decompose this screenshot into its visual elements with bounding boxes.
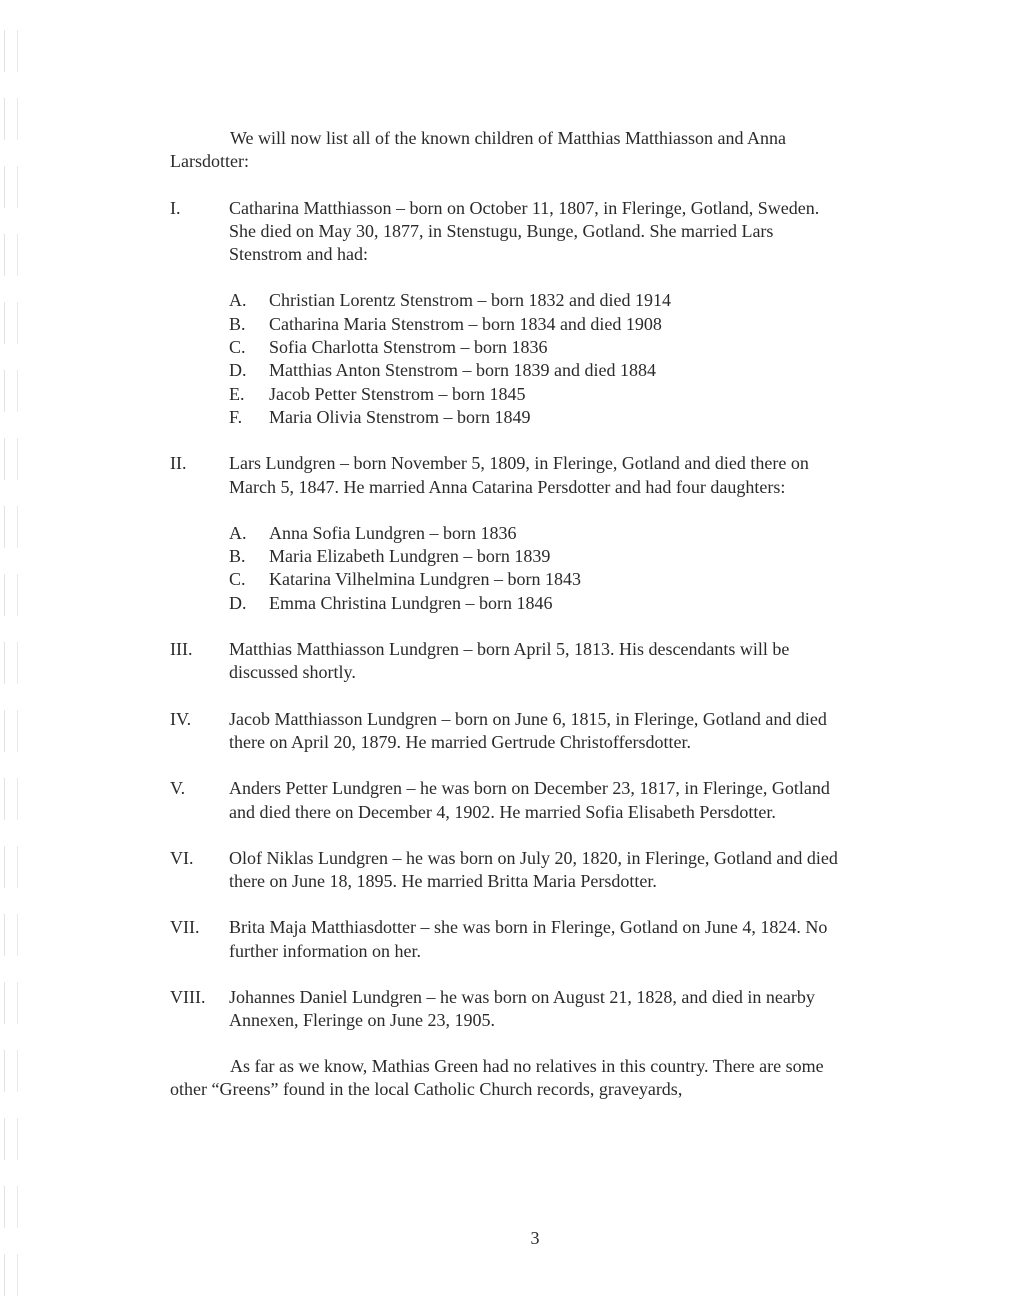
grandchild-text: Katarina Vilhelmina Lundgren – born 1843 <box>269 569 582 590</box>
child-text: Johannes Daniel Lundgren – he was born on August 21, 1828, and died in nearby Annexen, Fleringe on June 23, 1905. <box>229 987 815 1031</box>
child-entry <box>170 452 850 615</box>
grandchild-text: Emma Christina Lundgren – born 1846 <box>269 592 553 613</box>
child-text: Anders Petter Lundgren – he was born on December 23, 1817, in Fleringe, Gotland and died there on December 4, 1902. He married Sofia Elisabeth Persdotter. <box>229 778 830 822</box>
child-entry <box>170 847 850 894</box>
scan-edge-mark <box>4 234 18 276</box>
roman-numeral: V. <box>170 778 186 799</box>
grandchild-text: Matthias Anton Stenstrom – born 1839 and died 1884 <box>269 360 656 381</box>
grandchild-entry <box>229 522 850 545</box>
roman-numeral: VIII. <box>170 987 206 1008</box>
grandchild-entry <box>229 592 850 615</box>
letter-label: B. <box>229 313 246 334</box>
intro-paragraph: We will now list all of the known children of Matthias Matthiasson and Anna Larsdotter: <box>170 128 786 172</box>
child-entry <box>170 638 850 685</box>
scan-edge-mark <box>4 914 18 956</box>
child-text: Olof Niklas Lundgren – he was born on July 20, 1820, in Fleringe, Gotland and died there on June 18, 1895. He married Britta Maria Persdotter. <box>229 847 838 892</box>
grandchild-entry <box>229 406 850 429</box>
child-text: Jacob Matthiasson Lundgren – born on June 6, 1815, in Fleringe, Gotland and died there on April 20, 1879. He married Gertrude Christoffersdotter. <box>229 708 827 752</box>
letter-label: D. <box>229 592 247 613</box>
grandchild-entry <box>229 568 850 591</box>
scan-edge-mark <box>4 846 18 888</box>
grandchild-entry <box>229 313 850 336</box>
scan-edge-marks <box>4 30 18 1300</box>
child-entry <box>170 197 850 430</box>
page-number: 3 <box>530 1228 540 1248</box>
scan-edge-mark <box>4 506 18 548</box>
document-body <box>170 127 850 1101</box>
roman-numeral: III. <box>170 639 193 660</box>
children-list <box>170 197 850 1033</box>
grandchild-text: Maria Elizabeth Lundgren – born 1839 <box>269 546 551 567</box>
grandchild-text: Christian Lorentz Stenstrom – born 1832 and died 1914 <box>269 290 671 311</box>
scan-edge-mark <box>4 438 18 480</box>
scan-edge-mark <box>4 302 18 344</box>
child-text: Brita Maja Matthiasdotter – she was born in Fleringe, Gotland on June 4, 1824. No further information on her. <box>229 917 828 961</box>
grandchildren-list <box>229 289 850 429</box>
scan-edge-mark <box>4 1254 18 1296</box>
letter-label: C. <box>229 569 246 590</box>
grandchild-entry <box>229 336 850 359</box>
letter-label: F. <box>229 406 243 427</box>
grandchild-text: Sofia Charlotta Stenstrom – born 1836 <box>269 337 548 358</box>
scan-edge-mark <box>4 642 18 684</box>
scan-edge-mark <box>4 710 18 752</box>
grandchild-text: Maria Olivia Stenstrom – born 1849 <box>269 406 531 427</box>
scan-edge-mark <box>4 166 18 208</box>
letter-label: B. <box>229 546 246 567</box>
child-entry <box>170 916 850 963</box>
scan-edge-mark <box>4 370 18 412</box>
scan-edge-mark <box>4 98 18 140</box>
child-entry <box>170 986 850 1033</box>
grandchild-entry <box>229 383 850 406</box>
grandchild-entry <box>229 359 850 382</box>
roman-numeral: VI. <box>170 847 194 868</box>
grandchild-entry <box>229 545 850 568</box>
roman-numeral: VII. <box>170 917 200 938</box>
roman-numeral: II. <box>170 453 187 474</box>
child-text: Matthias Matthiasson Lundgren – born April 5, 1813. His descendants will be discussed shortly. <box>229 639 790 683</box>
letter-label: C. <box>229 337 246 358</box>
scan-edge-mark <box>4 982 18 1024</box>
scan-edge-mark <box>4 1118 18 1160</box>
grandchild-text: Anna Sofia Lundgren – born 1836 <box>269 522 517 543</box>
grandchild-text: Catharina Maria Stenstrom – born 1834 and died 1908 <box>269 313 662 334</box>
scan-edge-mark <box>4 30 18 72</box>
roman-numeral: IV. <box>170 708 192 729</box>
grandchild-entry <box>229 289 850 312</box>
scan-edge-mark <box>4 1186 18 1228</box>
letter-label: A. <box>229 522 247 543</box>
closing-paragraph: As far as we know, Mathias Green had no relatives in this country. There are some other “Greens” found in the local Catholic Church records, graveyards, <box>170 1055 824 1099</box>
roman-numeral: I. <box>170 197 181 218</box>
scan-edge-mark <box>4 574 18 616</box>
child-text: Lars Lundgren – born November 5, 1809, in Fleringe, Gotland and died there on March 5, 1847. He married Anna Catarina Persdotter and had four daughters: <box>229 453 809 497</box>
grandchildren-list <box>229 522 850 615</box>
scan-edge-mark <box>4 1050 18 1092</box>
letter-label: A. <box>229 290 247 311</box>
child-entry <box>170 708 850 755</box>
grandchild-text: Jacob Petter Stenstrom – born 1845 <box>269 383 526 404</box>
letter-label: E. <box>229 383 245 404</box>
letter-label: D. <box>229 360 247 381</box>
child-text: Catharina Matthiasson – born on October 11, 1807, in Fleringe, Gotland, Sweden. She died on May 30, 1877, in Stenstugu, Bunge, Gotland. She married Lars Stenstrom and had: <box>229 197 820 265</box>
child-entry <box>170 777 850 824</box>
scan-edge-mark <box>4 778 18 820</box>
